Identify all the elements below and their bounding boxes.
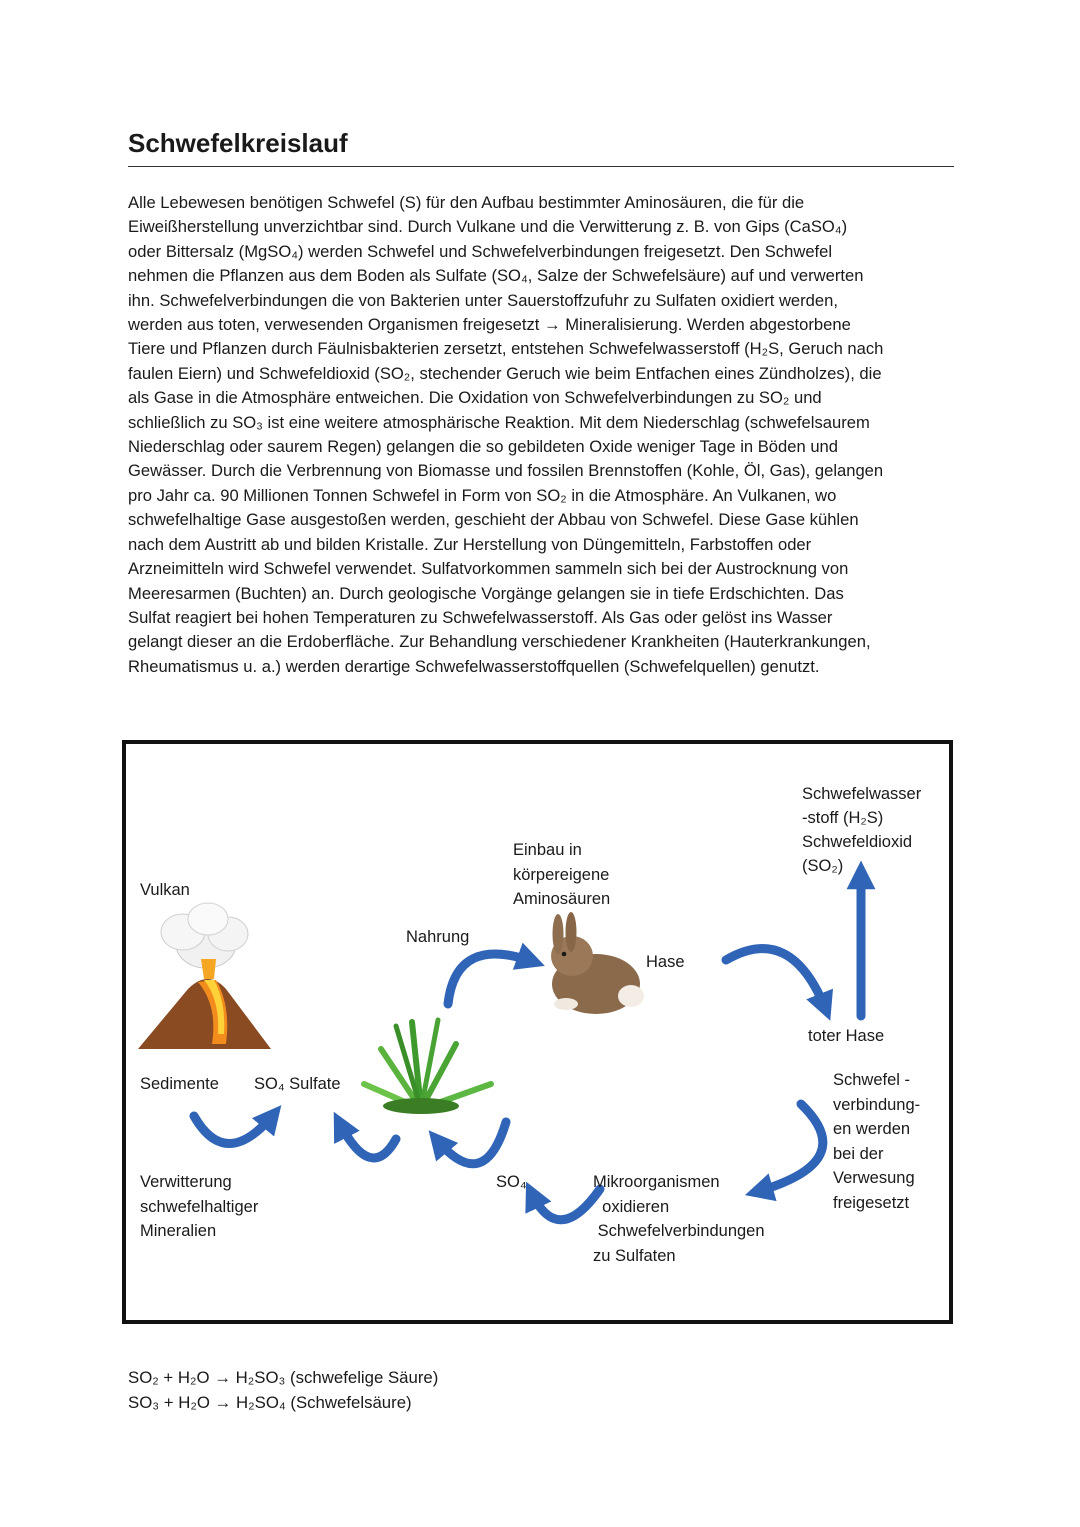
arrow-microorganisms-to-so4	[531, 1189, 600, 1220]
label-hase: Hase	[646, 953, 685, 971]
title-underline	[128, 166, 954, 167]
arrow-rabbit-to-dead-rabbit	[726, 949, 826, 1010]
equation-1: SO₂ + H₂O → H₂SO₃ (schwefelige Säure)	[128, 1368, 439, 1387]
label-gase: Schwefelwasser -stoff (H₂S) Schwefeldioxid (SO₂)	[802, 785, 922, 875]
equation-2: SO₃ + H₂O → H₂SO₄ (Schwefelsäure)	[128, 1393, 412, 1412]
label-vulkan: Vulkan	[140, 881, 190, 899]
label-mikroorganismen: Mikroorganismen oxidieren Schwefelverbindungen zu Sulfaten	[593, 1173, 765, 1265]
label-nahrung: Nahrung	[406, 928, 470, 946]
label-so4-sulfate: SO₄ Sulfate	[254, 1075, 341, 1093]
arrow-so4-to-plant	[436, 1122, 506, 1164]
label-sedimente: Sedimente	[140, 1075, 219, 1093]
label-verwitterung: Verwitterung schwefelhaltiger Mineralien	[140, 1173, 259, 1240]
label-toter-hase: toter Hase	[808, 1027, 885, 1045]
sulfur-cycle-diagram	[122, 740, 953, 1324]
body-paragraph: Alle Lebewesen benötigen Schwefel (S) für den Aufbau bestimmter Aminosäuren, die für die Eiweißherstellung unverzichtbar sind. Durch Vulkane und die Verwitterung z. B. von Gips (CaSO₄) oder Bittersalz (MgSO₄) werden Schwefel und Schwefelverbindungen freigesetzt. Den Schwefel nehmen die Pflanzen aus dem Boden als Sulfate (SO₄, Salze der Schwefelsäure) auf und verwerten ihn. Schwefelverbindungen die von Bakterien unter Sauerstoffzufuhr zu Sulfaten oxidiert werden, werden aus toten, verwesenden Organismen freigesetzt → Mineralisierung. Werden abgestorbene Tiere und Pflanzen durch Fäulnisbakterien zersetzt, entstehen Schwefelwasserstoff (H₂S, Geruch nach faulen Eiern) und Schwefeldioxid (SO₂, stechender Geruch wie beim Entfachen eines Zündholzes), die als Gase in die Atmosphäre entweichen. Die Oxidation von Schwefelverbindungen zu SO₂ und schließlich zu SO₃ ist eine weitere atmosphärische Reaktion. Mit dem Niederschlag (schwefelsaurem Niederschlag oder saurem Regen) gelangen die so gebildeten Oxide weniger Tage in Böden und Gewässer. Durch die Verbrennung von Biomasse und fossilen Brennstoffen (Kohle, Öl, Gas), gelangen pro Jahr ca. 90 Millionen Tonnen Schwefel in Form von SO₂ in die Atmosphäre. An Vulkanen, wo schwefelhaltige Gase ausgestoßen werden, geschieht der Abbau von Schwefel. Diese Gase kühlen nach dem Austritt ab und bilden Kristalle. Zur Herstellung von Düngemitteln, Farbstoffen oder Arzneimitteln wird Schwefel verwendet. Sulfatvorkommen sammeln sich bei der Austrocknung von Meeresarmen (Buchten) an. Durch geologische Vorgänge gelangen sie in tiefe Erdschichten. Das Sulfat reagiert bei hohen Temperaturen zu Schwefelwasserstoff. Als Gas oder gelöst ins Wasser gelangt dieser an die Erdoberfläche. Zur Behandlung verschiedener Krankheiten (Hauterkrankungen, Rheumatismus u. a.) werden derartige Schwefelwasserstoffquellen (Schwefelquellen) genutzt.	[128, 193, 884, 676]
rabbit-icon	[551, 912, 644, 1014]
fern-plant-icon	[364, 1020, 491, 1114]
page-title: Schwefelkreislauf	[128, 128, 348, 158]
label-verbindungen: Schwefel - verbindung- en werden bei der Verwesung freigesetzt	[833, 1071, 921, 1212]
arrow-decay-to-microorganisms	[756, 1104, 823, 1192]
label-einbau: Einbau in körpereigene Aminosäuren	[513, 841, 611, 908]
volcano-icon	[138, 903, 271, 1049]
arrow-plant-to-sulfates	[339, 1122, 396, 1158]
label-so4: SO₄	[496, 1173, 527, 1191]
arrow-sediments-to-sulfates	[194, 1114, 274, 1144]
arrow-plant-to-rabbit	[448, 954, 534, 1004]
